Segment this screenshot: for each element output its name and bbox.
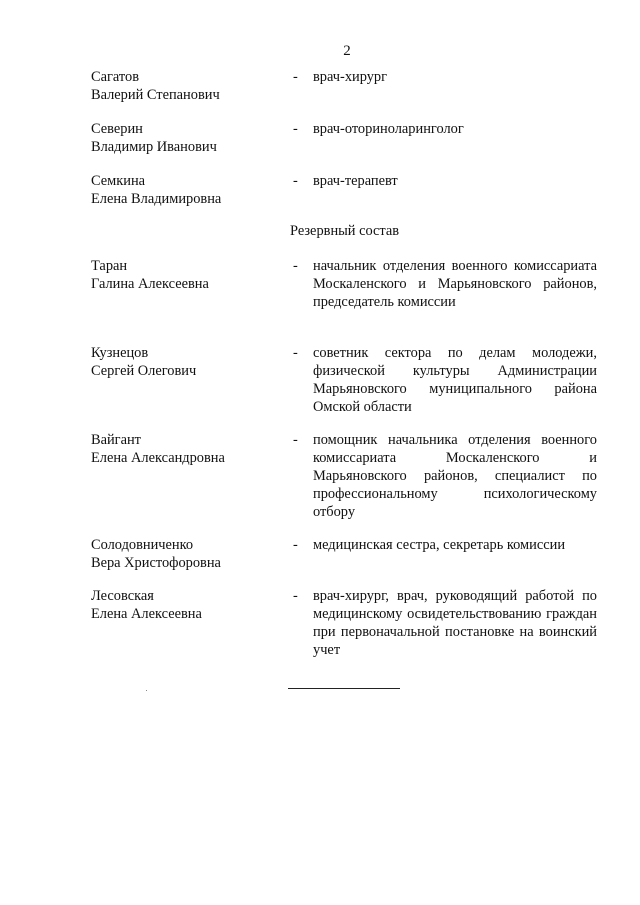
dash-separator: - [293, 173, 298, 189]
end-of-list-rule [288, 688, 400, 689]
member-surname: Лесовская [91, 588, 154, 604]
dash-separator: - [293, 432, 298, 448]
member-given-name: Елена Алексеевна [91, 606, 202, 622]
page-number: 2 [343, 43, 351, 59]
member-role: начальник отделения военного комиссариата Москаленского и Марьяновского районов, председатель комиссии [313, 258, 597, 310]
member-given-name: Валерий Степанович [91, 87, 220, 103]
member-role: врач-терапевт [313, 173, 398, 189]
member-surname: Семкина [91, 173, 146, 189]
member-name [91, 587, 271, 623]
member-name [91, 257, 271, 293]
member-role: врач-хирург [313, 69, 388, 85]
member-role: врач-оториноларинголог [313, 121, 464, 137]
dash-separator: - [293, 258, 298, 274]
member-surname: Вайгант [91, 432, 141, 448]
member-given-name: Елена Александровна [91, 450, 225, 466]
member-surname: Сагатов [91, 69, 139, 85]
member-name [91, 68, 271, 104]
reserve-section-title: Резервный состав [290, 223, 400, 239]
member-surname: Таран [91, 258, 128, 274]
member-name [91, 431, 271, 467]
dash-separator: - [293, 345, 298, 361]
member-name [91, 172, 271, 208]
dash-separator: - [293, 69, 298, 85]
member-surname: Северин [91, 121, 143, 137]
member-given-name: Сергей Олегович [91, 363, 197, 379]
member-name [91, 120, 271, 156]
member-role: врач-хирург, врач, руководящий работой по медицинскому освидетельствованию граждан при первоначальной постановке на воинский учет [313, 588, 597, 658]
member-name [91, 536, 271, 572]
scan-speck [146, 690, 147, 691]
member-role: помощник начальника отделения военного комиссариата Москаленского и Марьяновского районов, специалист по профессиональному психологическому отбору [313, 432, 597, 520]
member-given-name: Вера Христофоровна [91, 555, 221, 571]
member-given-name: Галина Алексеевна [91, 276, 209, 292]
member-name [91, 344, 271, 380]
dash-separator: - [293, 588, 298, 604]
member-given-name: Елена Владимировна [91, 191, 222, 207]
member-surname: Кузнецов [91, 345, 149, 361]
member-surname: Солодовниченко [91, 537, 194, 553]
member-role: советник сектора по делам молодежи, физической культуры Администрации Марьяновского муниципального района Омской области [313, 345, 597, 415]
dash-separator: - [293, 121, 298, 137]
dash-separator: - [293, 537, 298, 553]
member-role: медицинская сестра, секретарь комиссии [313, 537, 566, 553]
member-given-name: Владимир Иванович [91, 139, 217, 155]
